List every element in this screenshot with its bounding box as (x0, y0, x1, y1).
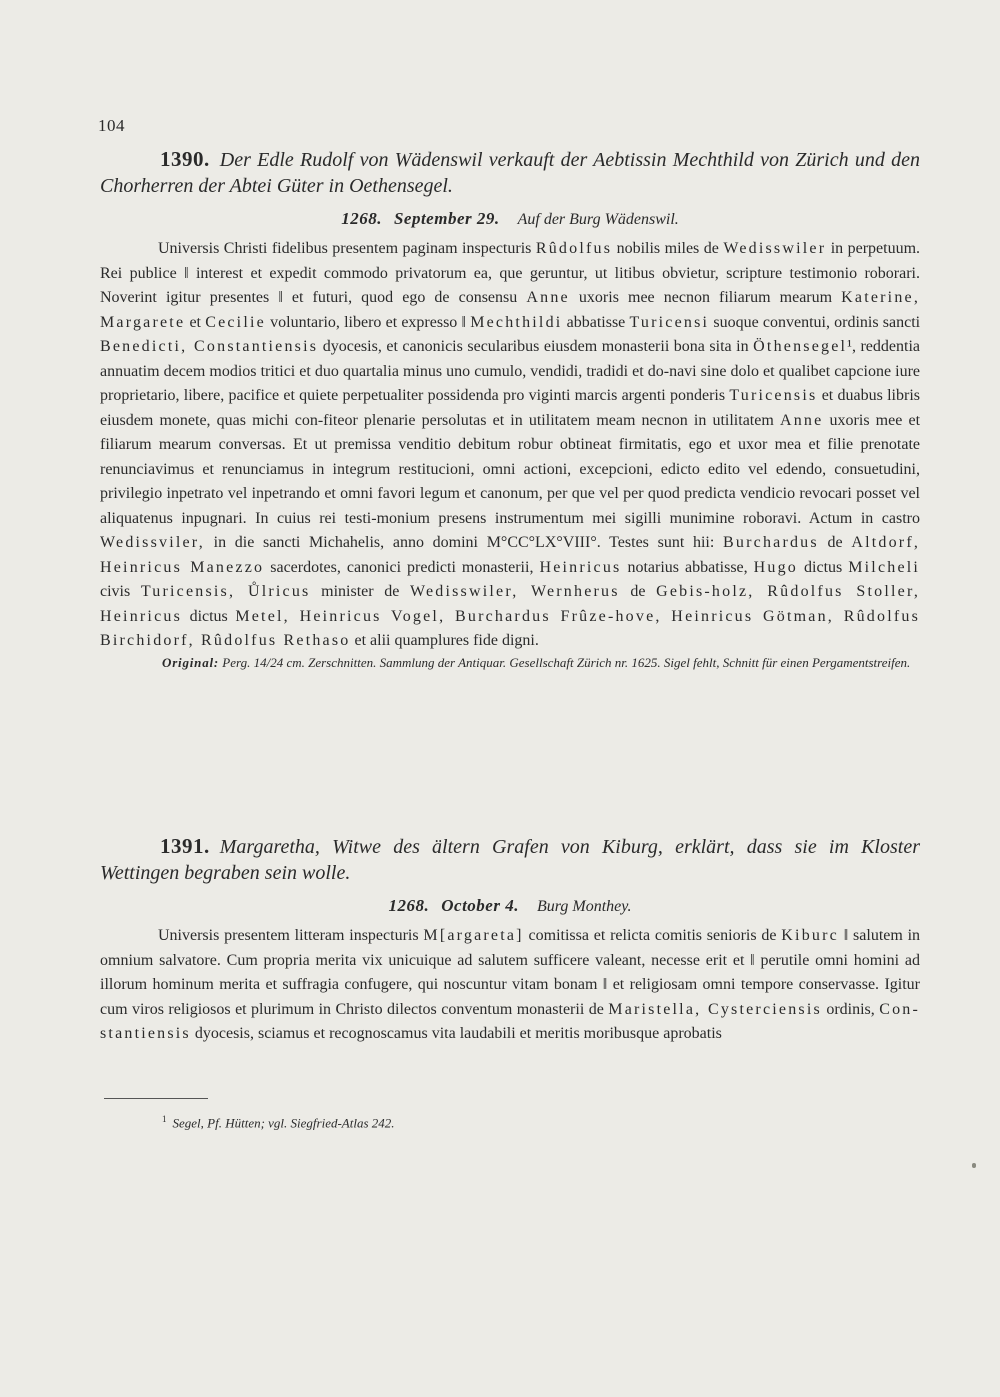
paper-speck (972, 1163, 976, 1168)
spaced-name: Benedicti, Constantiensis (100, 338, 319, 355)
spaced-name: Mechthildi (470, 313, 563, 331)
spaced-name: Wedissviler, (100, 534, 205, 551)
source-note-label: Original: (162, 654, 220, 670)
text-segment: uxoris mee et filiarum mearum conversas. Et ut premissa venditio debitum robur obtineat firmitatis, ego et uxor mea et filie prenotate renunciavimus et renunciamus in integrum restitucioni, omni actioni, excepcioni, edicto edito vel edendo, consuetudini, privilegio inpetrato vel inpetrando et omni favori legum et canonum, per que vel per quod predicta vendicio revocari posset vel aliquatenus inpugnari. In cuius rei testi-monium presens instrumentum mei sigilli munimine roboravi. Actum in castro (100, 411, 921, 527)
spaced-name: Cecilie (205, 313, 266, 331)
text-segment: Universis presentem litteram inspecturis (158, 927, 419, 944)
footnote-marker: 1 (162, 1114, 167, 1124)
footnote-divider (104, 1098, 208, 1099)
spaced-name: Altdorf, Heinricus Manezzo (100, 534, 921, 576)
text-segment: civis (100, 583, 131, 600)
dateline (100, 896, 920, 916)
text-segment: et (189, 313, 201, 331)
spaced-name: Heinricus (539, 558, 622, 576)
text-segment: Universis Christi fidelibus presentem paginam inspecturis (158, 240, 532, 257)
spaced-name: Gebis-holz, Rûdolfus Stoller, Heinricus (100, 583, 921, 625)
spaced-name: Turicensis, Ůlricus (140, 583, 311, 600)
footnote (162, 1114, 395, 1131)
date-year: 1268. (341, 209, 382, 228)
text-segment: abbatisse (566, 313, 626, 331)
text-segment: minister de (321, 583, 400, 600)
charter-text (100, 237, 920, 654)
text-segment: in die sancti Michahelis, anno domini M°CC°LX°VIII°. Testes sunt hii: (213, 534, 715, 551)
entry-heading (100, 833, 920, 886)
text-segment: in perpetuum. Rei publice ‖ interest et expedit commodo privatorum ea, que geruntur, ut litibus obvietur, scripture testimonio roborari. Noverint igitur presentes ‖ et futuri, quod ego de consensu (100, 240, 921, 306)
charter-entry-1391 (100, 833, 920, 1047)
text-segment: de (630, 583, 646, 600)
text-segment: de (827, 534, 843, 551)
page-number: 104 (98, 116, 125, 135)
text-segment: ¹, reddentia annuatim decem modios tritici et duo quartalia minus uno cumulo, vendidi, tradidi et do-navi sine dolo et qualibet capcione iure proprietario, libere, pacifice et quiete perpetualiter possidenda pro viginti marcis argenti ponderis (100, 338, 921, 404)
spaced-name: Hugo (753, 558, 799, 576)
spaced-name: Wedisswiler (723, 240, 827, 257)
text-segment: et alii quamplures fide digni. (354, 632, 539, 649)
text-segment: sacerdotes, canonici predicti monasterii, (270, 558, 534, 576)
spaced-name: Turicensis (729, 387, 818, 404)
text-segment: dictus (804, 558, 843, 576)
spaced-name: Öthensegel (753, 338, 848, 355)
entry-summary: Der Edle Rudolf von Wädenswil verkauft der Aebtissin Mechthild von Zürich und den Chorherren der Abtei Güter in Oethensegel. (100, 149, 920, 197)
spaced-name: Turicensi (629, 313, 710, 331)
spaced-name: Katerine, Margarete (100, 289, 921, 331)
spaced-name: Metel, Heinricus Vogel, Burchardus Frûze-hove, Heinricus Götman, Rûdolfus Birchidorf, Rûdolfus Rethaso (100, 607, 921, 649)
spaced-name: Milcheli (848, 558, 921, 576)
text-segment: notarius abbatisse, (627, 558, 748, 576)
date-place: Burg Monthey. (536, 898, 632, 915)
text-segment: suoque conventui, ordinis sancti (713, 313, 921, 331)
date-place: Auf der Burg Wädenswil. (517, 211, 679, 228)
spaced-name: Maristella, Cysterciensis (608, 1000, 822, 1018)
spaced-name: Wedisswiler, Wernherus (409, 583, 620, 600)
charter-entry-1390 (100, 146, 920, 672)
text-segment: dyocesis, et canonicis secularibus eiusdem monasterii bona sita in (322, 338, 749, 355)
text-segment: uxoris mee necnon filiarum mearum (578, 289, 833, 306)
text-segment: nobilis miles de (616, 240, 719, 257)
spaced-name: Kiburc (781, 927, 839, 944)
spaced-name: Anne (526, 289, 570, 306)
entry-number: 1391. (160, 834, 210, 858)
text-segment: ordinis, (826, 1000, 875, 1018)
source-note (162, 654, 920, 672)
text-segment: voluntario, libero et expresso ‖ (270, 313, 466, 331)
text-segment: et duabus libris eiusdem monete, quas michi con-fiteor plenarie persolutas et in utilitatem meam necnon in utilitatem (100, 387, 920, 429)
text-segment: comitissa et relicta comitis senioris de (528, 927, 777, 944)
charter-text (100, 924, 920, 1047)
text-segment: ‖ salutem in omnium salvatore. Cum propria merita vix unicuique ad salutem sufficere valeant, necesse erit et ‖ perutile omni homini ad illorum hominum merita et suffragia confugere, qui noscuntur vitam bonam ‖ et religiosam omni tempore conservasse. Igitur cum viros religiosos et plurimum in Christo dilectos conventum monasterii de (100, 927, 921, 1018)
text-segment: dyocesis, sciamus et recognoscamus vita laudabili et meritis moribusque aprobatis (194, 1025, 722, 1042)
spaced-name: Rûdolfus (535, 240, 613, 257)
text-segment: dictus (189, 607, 228, 625)
spaced-name: Burchardus (723, 534, 819, 551)
spaced-name: M[argareta] (423, 927, 524, 944)
footnote-text: Segel, Pf. Hütten; vgl. Siegfried-Atlas 242. (172, 1115, 395, 1131)
entry-summary: Margaretha, Witwe des ältern Grafen von Kiburg, erklärt, dass sie im Kloster Wettingen begraben sein wolle. (100, 836, 920, 884)
date-month-day: September 29. (393, 209, 500, 228)
dateline (100, 209, 920, 229)
entry-number: 1390. (160, 147, 210, 171)
date-month-day: October 4. (441, 896, 519, 915)
source-note-text: Perg. 14/24 cm. Zerschnitten. Sammlung der Antiquar. Gesellschaft Zürich nr. 1625. Sigel fehlt, Schnitt für einen Pergamentstreifen. (222, 654, 911, 670)
date-year: 1268. (388, 896, 430, 915)
spaced-name: Anne (779, 411, 824, 429)
entry-heading (100, 146, 920, 199)
spaced-name: Con-stantiensis (100, 1000, 921, 1042)
